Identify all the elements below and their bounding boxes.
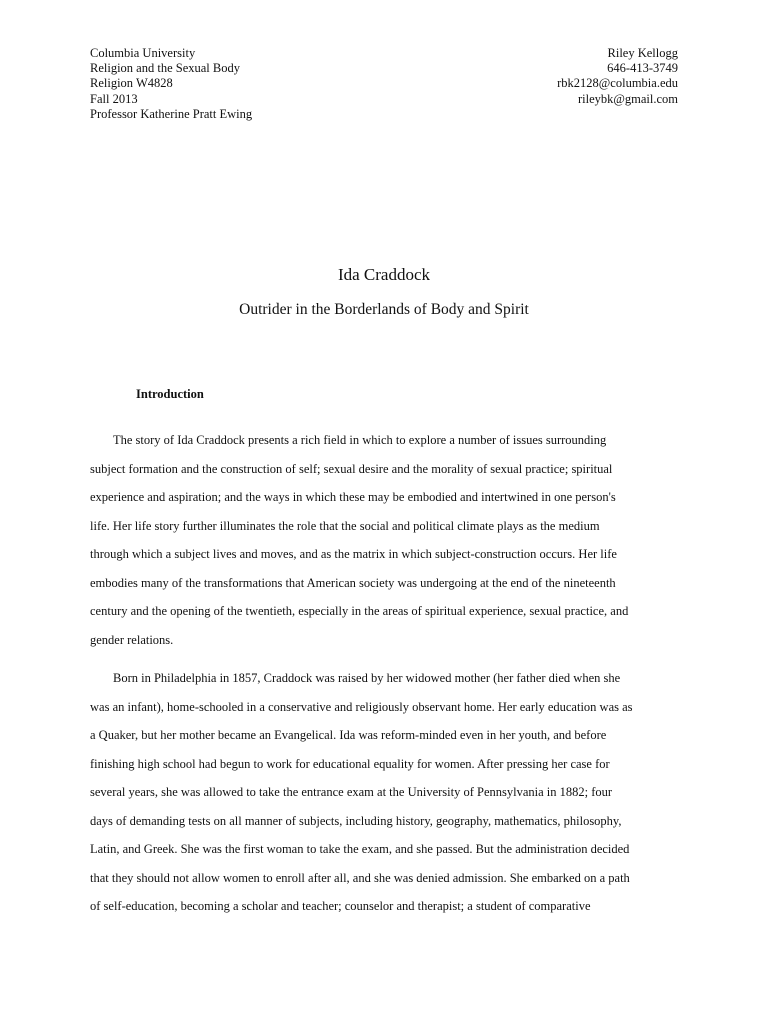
body-text xyxy=(90,426,690,931)
course-info-block xyxy=(90,46,252,122)
text-line: a Quaker, but her mother became an Evangelical. Ida was reform-minded even in her youth, and before xyxy=(90,728,607,742)
author-email-alt: rileybk@gmail.com xyxy=(577,91,678,106)
text-line: Born in Philadelphia in 1857, Craddock was raised by her widowed mother (her father died when she xyxy=(113,671,621,685)
author-info-block xyxy=(557,46,678,107)
author-name: Riley Kellogg xyxy=(607,46,678,60)
text-line: was an infant), home-schooled in a conservative and religiously observant home. Her early education was as xyxy=(90,699,633,714)
text-line: The story of Ida Craddock presents a rich field in which to explore a number of issues surrounding xyxy=(113,433,607,447)
text-line: that they should not allow women to enroll after all, and she was denied admission. She embarked on a path xyxy=(90,870,630,885)
text-line: century and the opening of the twentieth, especially in the areas of spiritual experience, sexual practice, and xyxy=(90,604,629,618)
text-line: Latin, and Greek. She was the first woman to take the exam, and she passed. But the administration decided xyxy=(90,842,630,856)
course-info-line: Columbia University xyxy=(90,46,196,60)
text-line: through which a subject lives and moves, and as the matrix in which subject-construction occurs. Her life xyxy=(90,547,617,561)
course-info-line: Religion and the Sexual Body xyxy=(90,61,240,76)
course-info-line: Religion W4828 xyxy=(90,76,173,91)
text-line: experience and aspiration; and the ways in which these may be embodied and intertwined in one person's xyxy=(90,490,616,504)
text-line: days of demanding tests on all manner of subjects, including history, geography, mathematics, philosophy, xyxy=(90,813,622,828)
text-line: subject formation and the construction of self; sexual desire and the morality of sexual practice; spiritual xyxy=(90,461,613,476)
author-phone: 646-413-3749 xyxy=(607,61,678,76)
author-email: rbk2128@columbia.edu xyxy=(557,76,678,91)
course-info-line: Professor Katherine Pratt Ewing xyxy=(90,106,253,121)
text-line: embodies many of the transformations that American society was undergoing at the end of the nineteenth xyxy=(90,575,616,590)
document-subtitle: Outrider in the Borderlands of Body and Spirit xyxy=(239,301,529,318)
paragraph xyxy=(90,426,690,654)
section-heading: Introduction xyxy=(136,387,204,401)
paragraph xyxy=(90,664,690,921)
text-line: of self-education, becoming a scholar and teacher; counselor and therapist; a student of comparative xyxy=(90,899,591,913)
course-info-line: Fall 2013 xyxy=(90,91,138,106)
text-line: gender relations. xyxy=(90,632,174,647)
text-line: life. Her life story further illuminates the role that the social and political climate plays as the medium xyxy=(90,518,600,533)
text-line: several years, she was allowed to take the entrance exam at the University of Pennsylvania in 1882; four xyxy=(90,785,613,799)
text-line: finishing high school had begun to work for educational equality for women. After pressing her case for xyxy=(90,756,610,771)
document-title: Ida Craddock xyxy=(337,265,431,284)
